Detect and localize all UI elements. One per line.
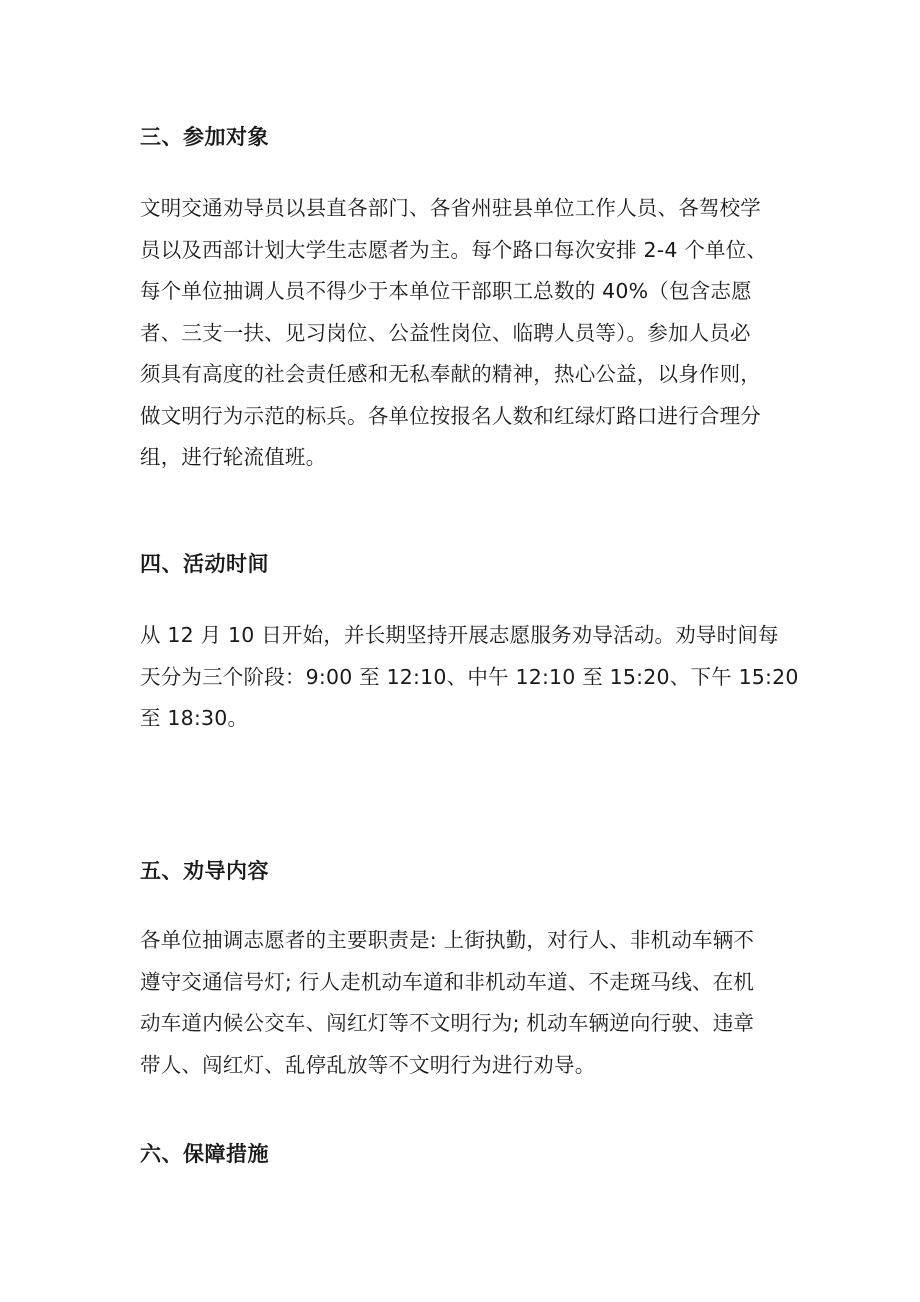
paragraph-line: 做文明行为示范的标兵。各单位按报名人数和红绿灯路口进行合理分 <box>140 403 761 428</box>
paragraph-line: 文明交通劝导员以县直各部门、各省州驻县单位工作人员、各驾校学 <box>140 196 761 220</box>
paragraph-line: 须具有高度的社会责任感和无私奉献的精神，热心公益，以身作则， <box>140 362 761 386</box>
paragraph-line: 遵守交通信号灯; 行人走机动车道和非机动车道、不走斑马线、在机 <box>140 969 755 994</box>
paragraph-line: 带人、闯红灯、乱停乱放等不文明行为进行劝导。 <box>140 1052 596 1077</box>
section-heading-safeguards: 六、保障措施 <box>140 1142 269 1166</box>
paragraph-line: 者、三支一扶、见习岗位、公益性岗位、临聘人员等）。参加人员必 <box>140 320 751 345</box>
section-heading-activity-time: 四、活动时间 <box>140 552 269 576</box>
paragraph-line: 员以及西部计划大学生志愿者为主。每个路口每次安排 2-4 个单位、 <box>140 237 768 262</box>
paragraph-line: 至 18:30。 <box>140 706 249 730</box>
paragraph-line: 组，进行轮流值班。 <box>140 445 327 469</box>
paragraph-line: 天分为三个阶段：9:00 至 12:10、中午 12:10 至 15:20、下午 15:20 <box>140 664 799 689</box>
paragraph-line: 从 12 月 10 日开始，并长期坚持开展志愿服务劝导活动。劝导时间每 <box>140 623 779 647</box>
section-body-participants <box>140 188 790 479</box>
section-heading-participants: 三、参加对象 <box>140 125 269 149</box>
paragraph-line: 动车道内候公交车、闯红灯等不文明行为; 机动车辆逆向行驶、违章 <box>140 1011 755 1035</box>
section-body-activity-time <box>140 615 799 740</box>
paragraph-line: 各单位抽调志愿者的主要职责是: 上街执勤，对行人、非机动车辆不 <box>140 928 755 952</box>
paragraph-line: 每个单位抽调人员不得少于本单位干部职工总数的 40%（包含志愿 <box>140 279 752 303</box>
section-body-persuasion-content <box>140 920 790 1086</box>
section-heading-persuasion-content: 五、劝导内容 <box>140 859 269 883</box>
